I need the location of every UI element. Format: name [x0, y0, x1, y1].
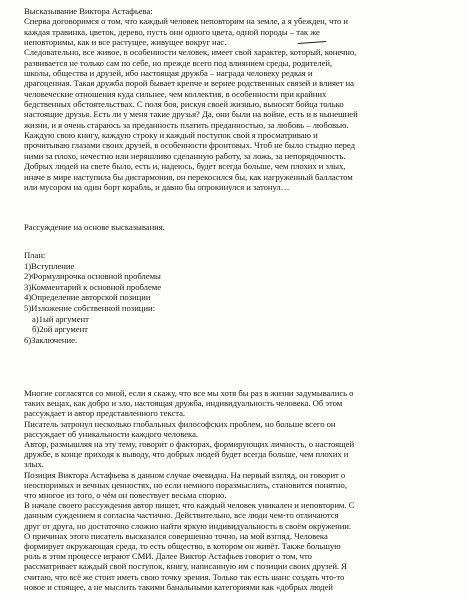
quote-line: Добрых людей на свете было, есть и, надеюсь, будет всегда больше, чем плохих и злых,: [24, 161, 346, 172]
quote-line: ними за плохо, нечестно или неряшливо сделанную работу, за ложь, за непорядочность.: [24, 150, 346, 161]
quote-line: человеческие отношения куда сильнее, чем коллектив, в особенности при крайних: [24, 88, 327, 99]
essay-line: роль в этом процессе играют СМИ. Далее Виктор Астафьев говорит о том, что: [24, 551, 312, 562]
plan-subitem: а)1ый аргумент: [32, 313, 89, 324]
essay-line: неоспоримых и вечных ценностях, но если немного поразмыслить, становится понятно,: [24, 479, 347, 490]
plan-item: 3)Комментарий к основной проблеме: [24, 281, 162, 292]
essay-block: [24, 388, 454, 592]
quote-line: неповторимы, как и все растущее, живущее вокруг нас.: [24, 37, 227, 48]
essay-line: что многое из того, о чём он повествует весьма спорно.: [24, 490, 227, 501]
quote-line: настоящие друзья. Есть ли у меня такие друзья? Да, они были на войне, есть и в нынешней: [24, 109, 358, 120]
essay-line: Позиция Виктора Астафьева в данном случае очевидна. На первый взгляд, он говорит о: [24, 469, 346, 480]
essay-line: В начале своего рассуждения автор пишет, что каждый человек уникален и неповторим. С: [24, 500, 355, 511]
essay-line: считаю, что всё же стоит иметь свою точку зрения. Только так есть шанс создать что-то: [24, 571, 345, 582]
essay-line: Писатель затронул несколько глобальных философских проблем, но больше всего он: [24, 418, 336, 429]
plan-item: 4)Определение авторской позиции: [24, 292, 151, 303]
essay-line: новое и стоящее, а не мыслить такими банальными категориями как «добрых людей: [24, 581, 333, 592]
essay-line: Многие согласятся со мной, если я скажу, что все мы хотя бы раз в жизни задумывались о: [24, 388, 354, 398]
quote-line: или мусором на один борт корабль, и давно бы опрокинулся и затонул…: [24, 181, 290, 192]
plan-item: 1)Вступление: [24, 260, 75, 271]
reasoning-label-block: [24, 222, 454, 232]
quote-line: школы, общества и друзей, ибо настоящая дружба – награда человеку редкая и: [24, 68, 313, 79]
quote-line: Сперва договоримся о том, что каждый человек неповторим на земле, а я убежден, что и: [24, 16, 348, 27]
quote-line: Следовательно, все живое, в особенности человек, имеет свой характер, который, конечно,: [24, 47, 357, 58]
plan-block: [24, 250, 454, 345]
plan-item: 2)Формулирочка основной проблемы: [24, 271, 161, 282]
essay-line: рассматривает каждый свой поступок, книгу, написанную им с позиции своих друзей. Я: [24, 561, 347, 572]
quote-line: развивается не только сам по себе, но прежде всего под влиянием среды, родителей,: [24, 57, 333, 68]
quote-line: Каждую свою книгу, каждую строку и каждый поступок свой я просматриваю и: [24, 130, 318, 141]
essay-line: рассуждает и автор представленного текста.: [24, 408, 186, 419]
essay-line: формирует окружающая среда, то есть общество, в котором он живёт. Также большую: [24, 541, 341, 552]
reasoning-label: Рассуждение на основе высказывания.: [24, 222, 165, 232]
quote-line: бедственных обстоятельствах. С поля боя, рискуя своей жизнью, выносят бойца только: [24, 99, 344, 110]
essay-line: данным суждением я согласна частично. Действительно, все люди чем-то отличаются: [24, 510, 339, 521]
quote-block: [24, 6, 454, 192]
quote-line: драгоценная. Такая дружба порой бывает крепче и вернее родственных связей и влияет на: [24, 78, 354, 89]
quote-line: жизни, и я очень стараюсь за преданность платить преданностью, за любовь – любовью.: [24, 119, 349, 130]
essay-line: Автор, размышляя на эту тему, говорит о факторах, формирующих личность, о настоящей: [24, 439, 355, 450]
quote-line: каждая травинка, цветок, дерево, пусть они одного цвета, одной породы – так же: [24, 26, 320, 37]
plan-item: 6)Заключение.: [24, 334, 78, 345]
essay-line: злых.: [24, 459, 44, 470]
essay-line: таких вещах, как добро и зло, настоящая дружба, индивидуальность человека. Об этом: [24, 398, 343, 409]
essay-line: дружбе, в конце приходя к выводу, что добрых людей будет всегда больше, чем плохих и: [24, 449, 349, 460]
quote-title: Высказывание Виктора Астафьева:: [24, 6, 153, 16]
quote-line: прочитываю глазами своих друзей, в особенности фронтовых. Чтоб не было стыдно перед: [24, 140, 355, 151]
essay-line: О причинах этого писатель высказался совершенно точно, на мой взгляд. Человека: [24, 530, 328, 541]
essay-line: друг от друга, но достаточно сложно найти яркую индивидуальность в своём окружении.: [24, 520, 352, 531]
plan-item: 5)Изложение собственной позиции:: [24, 302, 155, 313]
quote-line: иначе в мире наступила бы дисгармония, он перекосился бы, как нагруженный балластом: [24, 171, 353, 182]
plan-subitem: б)2ой аргумент: [32, 324, 88, 335]
essay-line: рассуждает об уникальности каждого человека.: [24, 428, 199, 439]
plan-title: План:: [24, 250, 46, 260]
